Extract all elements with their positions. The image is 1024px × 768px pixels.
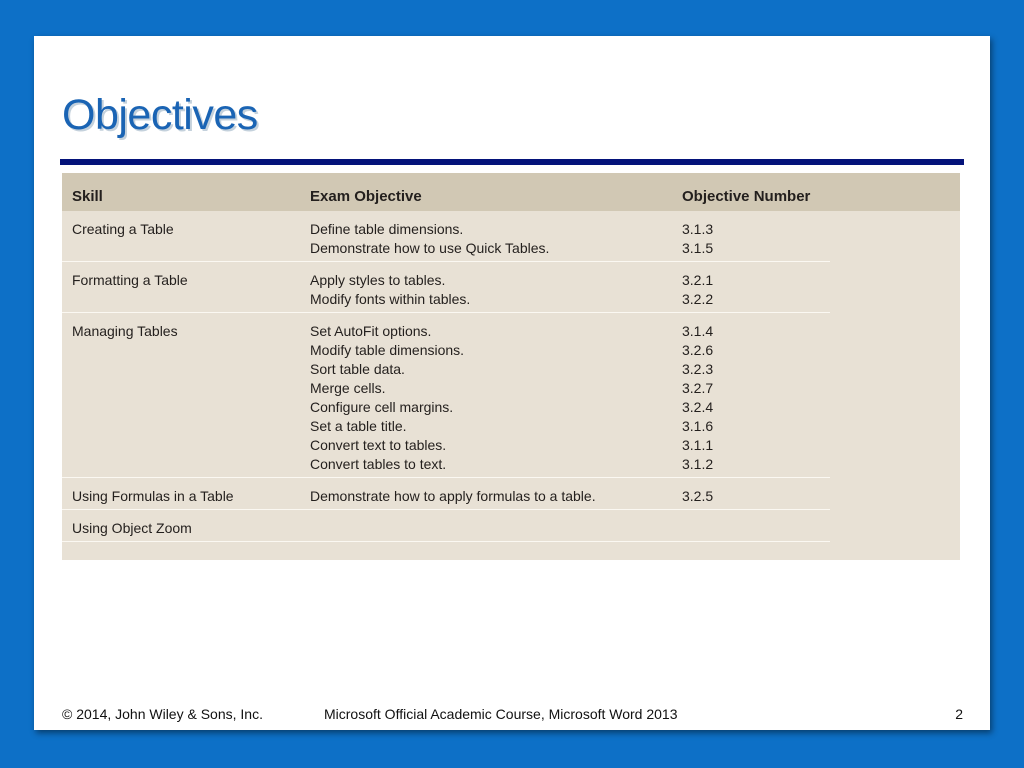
objective-number: 3.2.5 bbox=[682, 488, 714, 504]
objective-number: 3.2.3 bbox=[682, 361, 714, 377]
objective-number: 3.1.2 bbox=[682, 456, 714, 472]
skill-cell: Creating a Table bbox=[72, 221, 174, 237]
objective-number-cell bbox=[682, 271, 713, 309]
table-row bbox=[62, 262, 830, 313]
slide-number: 2 bbox=[955, 706, 963, 722]
objective-text: Set AutoFit options. bbox=[310, 323, 432, 339]
objective-text: Apply styles to tables. bbox=[310, 272, 446, 288]
objective-number-cell bbox=[682, 487, 713, 506]
skill-cell: Using Object Zoom bbox=[72, 520, 192, 536]
slide bbox=[34, 36, 990, 730]
objective-number: 3.2.7 bbox=[682, 380, 714, 396]
table-header-row bbox=[62, 173, 960, 211]
objective-text: Sort table data. bbox=[310, 361, 405, 377]
objective-text: Convert tables to text. bbox=[310, 456, 447, 472]
objective-cell bbox=[310, 271, 470, 309]
objective-number-cell bbox=[682, 322, 713, 474]
objective-number: 3.2.1 bbox=[682, 272, 714, 288]
skill-cell: Using Formulas in a Table bbox=[72, 488, 234, 504]
slide-title: Objectives bbox=[62, 91, 258, 139]
objective-number: 3.1.3 bbox=[682, 221, 714, 237]
skill-cell: Formatting a Table bbox=[72, 272, 188, 288]
objective-number-cell bbox=[682, 220, 713, 258]
header-objective-number: Objective Number bbox=[682, 188, 811, 205]
objective-cell bbox=[310, 220, 549, 258]
objective-number: 3.2.2 bbox=[682, 291, 714, 307]
objective-text: Modify table dimensions. bbox=[310, 342, 465, 358]
header-skill: Skill bbox=[72, 188, 103, 205]
table-row bbox=[62, 313, 830, 478]
objective-cell bbox=[310, 487, 596, 506]
objective-text: Set a table title. bbox=[310, 418, 407, 434]
footer-course-title: Microsoft Official Academic Course, Microsoft Word 2013 bbox=[324, 706, 678, 722]
objective-text: Define table dimensions. bbox=[310, 221, 464, 237]
objective-number: 3.1.5 bbox=[682, 240, 714, 256]
objective-text: Demonstrate how to apply formulas to a table. bbox=[310, 488, 596, 504]
table-row bbox=[62, 211, 830, 262]
objective-text: Modify fonts within tables. bbox=[310, 291, 471, 307]
skill-cell: Managing Tables bbox=[72, 323, 178, 339]
footer-copyright: © 2014, John Wiley & Sons, Inc. bbox=[62, 706, 263, 722]
objective-text: Demonstrate how to use Quick Tables. bbox=[310, 240, 550, 256]
header-exam-objective: Exam Objective bbox=[310, 188, 422, 205]
objective-text: Configure cell margins. bbox=[310, 399, 454, 415]
objective-cell bbox=[310, 322, 464, 474]
objective-number: 3.2.6 bbox=[682, 342, 714, 358]
objective-number: 3.1.4 bbox=[682, 323, 714, 339]
objective-number: 3.1.1 bbox=[682, 437, 714, 453]
title-underline bbox=[60, 159, 964, 165]
objective-text: Convert text to tables. bbox=[310, 437, 447, 453]
objective-number: 3.2.4 bbox=[682, 399, 714, 415]
objective-text: Merge cells. bbox=[310, 380, 386, 396]
table-row bbox=[62, 478, 830, 510]
objective-number: 3.1.6 bbox=[682, 418, 714, 434]
table-row bbox=[62, 510, 830, 542]
objectives-table bbox=[62, 173, 960, 560]
